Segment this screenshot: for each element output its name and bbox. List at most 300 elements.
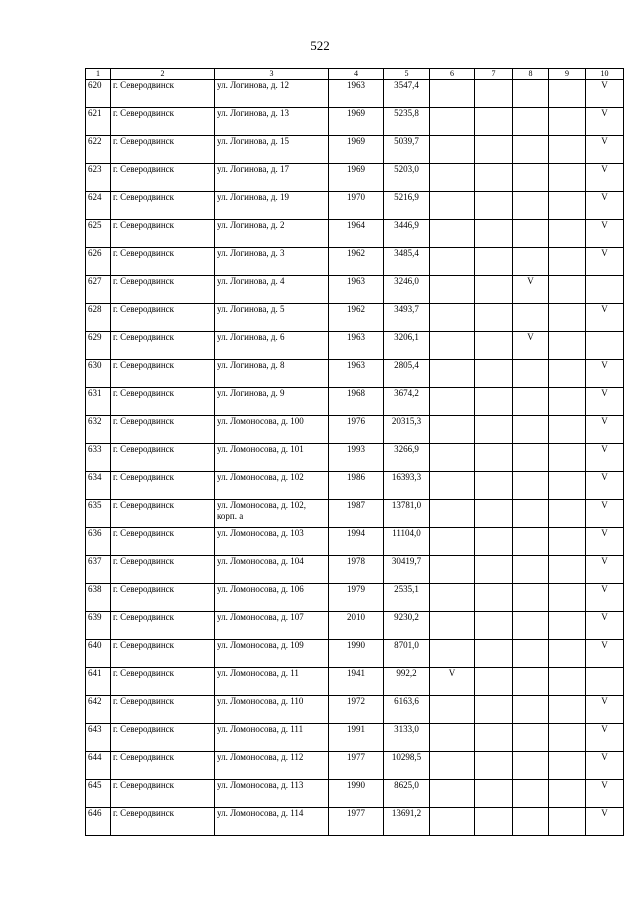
table-row: [86, 332, 624, 360]
mark-cell-9: [549, 360, 586, 388]
mark-cell-9: [549, 80, 586, 108]
address-cell: ул. Ломоносова, д. 104: [215, 556, 329, 584]
row-number: 639: [86, 612, 111, 640]
city-cell: г. Северодвинск: [111, 696, 215, 724]
area-cell: 5216,9: [384, 192, 430, 220]
city-cell: г. Северодвинск: [111, 724, 215, 752]
mark-cell-7: [475, 332, 513, 360]
area-cell: 3266,9: [384, 444, 430, 472]
mark-cell-6: [430, 556, 475, 584]
table-row: [86, 500, 624, 528]
mark-cell-9: [549, 500, 586, 528]
table-row: [86, 640, 624, 668]
mark-cell-9: [549, 780, 586, 808]
row-number: 645: [86, 780, 111, 808]
row-number: 641: [86, 668, 111, 696]
mark-cell-10: V: [586, 192, 624, 220]
address-cell: ул. Логинова, д. 3: [215, 248, 329, 276]
address-cell: ул. Ломоносова, д. 106: [215, 584, 329, 612]
mark-cell-8: V: [513, 332, 549, 360]
mark-cell-8: [513, 668, 549, 696]
table-row: [86, 724, 624, 752]
city-cell: г. Северодвинск: [111, 276, 215, 304]
mark-cell-7: [475, 556, 513, 584]
year-cell: 1979: [329, 584, 384, 612]
row-number: 646: [86, 808, 111, 836]
header-row: [86, 69, 624, 80]
table-row: [86, 80, 624, 108]
mark-cell-6: [430, 192, 475, 220]
city-cell: г. Северодвинск: [111, 752, 215, 780]
mark-cell-10: V: [586, 108, 624, 136]
address-cell: ул. Логинова, д. 6: [215, 332, 329, 360]
mark-cell-8: [513, 752, 549, 780]
table-row: [86, 220, 624, 248]
mark-cell-8: [513, 416, 549, 444]
city-cell: г. Северодвинск: [111, 668, 215, 696]
mark-cell-7: [475, 472, 513, 500]
mark-cell-10: V: [586, 752, 624, 780]
year-cell: 1941: [329, 668, 384, 696]
table-row: [86, 444, 624, 472]
address-cell: ул. Логинова, д. 12: [215, 80, 329, 108]
mark-cell-8: [513, 444, 549, 472]
mark-cell-6: [430, 388, 475, 416]
mark-cell-7: [475, 724, 513, 752]
mark-cell-8: [513, 584, 549, 612]
column-header: 8: [513, 69, 549, 80]
mark-cell-9: [549, 808, 586, 836]
mark-cell-6: [430, 304, 475, 332]
mark-cell-7: [475, 444, 513, 472]
mark-cell-8: [513, 388, 549, 416]
year-cell: 1963: [329, 360, 384, 388]
mark-cell-7: [475, 164, 513, 192]
address-cell: ул. Ломоносова, д. 114: [215, 808, 329, 836]
table-body: [86, 80, 624, 836]
row-number: 624: [86, 192, 111, 220]
area-cell: 13691,2: [384, 808, 430, 836]
year-cell: 1962: [329, 304, 384, 332]
year-cell: 1991: [329, 724, 384, 752]
table-row: [86, 668, 624, 696]
city-cell: г. Северодвинск: [111, 136, 215, 164]
mark-cell-9: [549, 136, 586, 164]
mark-cell-6: [430, 612, 475, 640]
mark-cell-6: [430, 416, 475, 444]
row-number: 644: [86, 752, 111, 780]
row-number: 636: [86, 528, 111, 556]
year-cell: 1978: [329, 556, 384, 584]
column-header: 2: [111, 69, 215, 80]
area-cell: 3246,0: [384, 276, 430, 304]
mark-cell-9: [549, 108, 586, 136]
city-cell: г. Северодвинск: [111, 80, 215, 108]
table-row: [86, 304, 624, 332]
year-cell: 1993: [329, 444, 384, 472]
mark-cell-7: [475, 136, 513, 164]
table-row: [86, 780, 624, 808]
mark-cell-7: [475, 276, 513, 304]
city-cell: г. Северодвинск: [111, 640, 215, 668]
address-cell: ул. Ломоносова, д. 103: [215, 528, 329, 556]
area-cell: 3547,4: [384, 80, 430, 108]
mark-cell-10: [586, 276, 624, 304]
mark-cell-6: [430, 248, 475, 276]
mark-cell-8: [513, 724, 549, 752]
address-cell: ул. Ломоносова, д. 111: [215, 724, 329, 752]
address-cell: ул. Логинова, д. 5: [215, 304, 329, 332]
mark-cell-7: [475, 416, 513, 444]
mark-cell-7: [475, 304, 513, 332]
mark-cell-10: V: [586, 640, 624, 668]
mark-cell-10: [586, 332, 624, 360]
table-row: [86, 752, 624, 780]
year-cell: 1963: [329, 276, 384, 304]
year-cell: 1963: [329, 80, 384, 108]
mark-cell-6: [430, 808, 475, 836]
city-cell: г. Северодвинск: [111, 304, 215, 332]
mark-cell-7: [475, 360, 513, 388]
address-cell: ул. Логинова, д. 19: [215, 192, 329, 220]
mark-cell-9: [549, 164, 586, 192]
column-header: 1: [86, 69, 111, 80]
mark-cell-8: [513, 164, 549, 192]
mark-cell-8: [513, 80, 549, 108]
year-cell: 1969: [329, 108, 384, 136]
mark-cell-7: [475, 584, 513, 612]
row-number: 642: [86, 696, 111, 724]
table-row: [86, 416, 624, 444]
mark-cell-6: [430, 528, 475, 556]
address-cell: ул. Логинова, д. 15: [215, 136, 329, 164]
year-cell: 1963: [329, 332, 384, 360]
area-cell: 5039,7: [384, 136, 430, 164]
year-cell: 1968: [329, 388, 384, 416]
address-cell: ул. Ломоносова, д. 102: [215, 472, 329, 500]
area-cell: 2805,4: [384, 360, 430, 388]
year-cell: 1990: [329, 780, 384, 808]
city-cell: г. Северодвинск: [111, 472, 215, 500]
city-cell: г. Северодвинск: [111, 612, 215, 640]
mark-cell-6: [430, 360, 475, 388]
mark-cell-9: [549, 612, 586, 640]
city-cell: г. Северодвинск: [111, 556, 215, 584]
city-cell: г. Северодвинск: [111, 528, 215, 556]
mark-cell-6: V: [430, 668, 475, 696]
area-cell: 3674,2: [384, 388, 430, 416]
mark-cell-7: [475, 612, 513, 640]
mark-cell-6: [430, 136, 475, 164]
row-number: 625: [86, 220, 111, 248]
city-cell: г. Северодвинск: [111, 584, 215, 612]
year-cell: 1987: [329, 500, 384, 528]
table-row: [86, 192, 624, 220]
mark-cell-8: [513, 360, 549, 388]
mark-cell-8: [513, 696, 549, 724]
address-cell: ул. Логинова, д. 4: [215, 276, 329, 304]
city-cell: г. Северодвинск: [111, 360, 215, 388]
mark-cell-10: V: [586, 500, 624, 528]
mark-cell-8: [513, 556, 549, 584]
mark-cell-6: [430, 472, 475, 500]
row-number: 643: [86, 724, 111, 752]
table-row: [86, 556, 624, 584]
table-row: [86, 276, 624, 304]
column-header: 4: [329, 69, 384, 80]
mark-cell-8: [513, 528, 549, 556]
mark-cell-9: [549, 388, 586, 416]
city-cell: г. Северодвинск: [111, 416, 215, 444]
area-cell: 5235,8: [384, 108, 430, 136]
year-cell: 1994: [329, 528, 384, 556]
city-cell: г. Северодвинск: [111, 332, 215, 360]
mark-cell-10: V: [586, 136, 624, 164]
city-cell: г. Северодвинск: [111, 500, 215, 528]
column-header: 3: [215, 69, 329, 80]
city-cell: г. Северодвинск: [111, 248, 215, 276]
mark-cell-10: V: [586, 304, 624, 332]
year-cell: 1964: [329, 220, 384, 248]
row-number: 635: [86, 500, 111, 528]
mark-cell-7: [475, 696, 513, 724]
mark-cell-9: [549, 752, 586, 780]
city-cell: г. Северодвинск: [111, 444, 215, 472]
mark-cell-10: V: [586, 80, 624, 108]
mark-cell-9: [549, 192, 586, 220]
year-cell: 2010: [329, 612, 384, 640]
year-cell: 1977: [329, 752, 384, 780]
area-cell: 20315,3: [384, 416, 430, 444]
table-row: [86, 360, 624, 388]
mark-cell-6: [430, 500, 475, 528]
row-number: 626: [86, 248, 111, 276]
mark-cell-6: [430, 752, 475, 780]
mark-cell-7: [475, 668, 513, 696]
column-header: 10: [586, 69, 624, 80]
address-cell: ул. Логинова, д. 8: [215, 360, 329, 388]
row-number: 629: [86, 332, 111, 360]
area-cell: 11104,0: [384, 528, 430, 556]
city-cell: г. Северодвинск: [111, 192, 215, 220]
page-number: 522: [310, 38, 330, 53]
area-cell: 5203,0: [384, 164, 430, 192]
row-number: 634: [86, 472, 111, 500]
mark-cell-6: [430, 444, 475, 472]
mark-cell-7: [475, 108, 513, 136]
column-header: 5: [384, 69, 430, 80]
address-cell: ул. Ломоносова, д. 113: [215, 780, 329, 808]
area-cell: 9230,2: [384, 612, 430, 640]
year-cell: 1977: [329, 808, 384, 836]
row-number: 633: [86, 444, 111, 472]
row-number: 637: [86, 556, 111, 584]
area-cell: 8625,0: [384, 780, 430, 808]
mark-cell-10: V: [586, 528, 624, 556]
mark-cell-9: [549, 304, 586, 332]
address-cell: ул. Ломоносова, д. 11: [215, 668, 329, 696]
area-cell: 30419,7: [384, 556, 430, 584]
mark-cell-7: [475, 528, 513, 556]
year-cell: 1976: [329, 416, 384, 444]
mark-cell-6: [430, 696, 475, 724]
mark-cell-6: [430, 108, 475, 136]
city-cell: г. Северодвинск: [111, 220, 215, 248]
mark-cell-10: V: [586, 612, 624, 640]
row-number: 620: [86, 80, 111, 108]
mark-cell-10: V: [586, 388, 624, 416]
address-cell: ул. Ломоносова, д. 102, корп. а: [215, 500, 329, 528]
mark-cell-8: V: [513, 276, 549, 304]
table-row: [86, 472, 624, 500]
city-cell: г. Северодвинск: [111, 164, 215, 192]
mark-cell-7: [475, 500, 513, 528]
year-cell: 1990: [329, 640, 384, 668]
mark-cell-7: [475, 220, 513, 248]
address-cell: ул. Ломоносова, д. 101: [215, 444, 329, 472]
mark-cell-7: [475, 752, 513, 780]
mark-cell-7: [475, 248, 513, 276]
mark-cell-8: [513, 136, 549, 164]
mark-cell-8: [513, 192, 549, 220]
mark-cell-6: [430, 332, 475, 360]
area-cell: 6163,6: [384, 696, 430, 724]
table-row: [86, 136, 624, 164]
area-cell: 16393,3: [384, 472, 430, 500]
table-row: [86, 248, 624, 276]
mark-cell-6: [430, 276, 475, 304]
year-cell: 1962: [329, 248, 384, 276]
mark-cell-9: [549, 248, 586, 276]
mark-cell-8: [513, 220, 549, 248]
mark-cell-6: [430, 780, 475, 808]
row-number: 638: [86, 584, 111, 612]
mark-cell-9: [549, 332, 586, 360]
row-number: 622: [86, 136, 111, 164]
address-cell: ул. Ломоносова, д. 100: [215, 416, 329, 444]
mark-cell-9: [549, 416, 586, 444]
row-number: 630: [86, 360, 111, 388]
year-cell: 1972: [329, 696, 384, 724]
mark-cell-10: V: [586, 696, 624, 724]
mark-cell-9: [549, 444, 586, 472]
address-cell: ул. Логинова, д. 17: [215, 164, 329, 192]
mark-cell-8: [513, 108, 549, 136]
mark-cell-7: [475, 192, 513, 220]
year-cell: 1970: [329, 192, 384, 220]
table-row: [86, 808, 624, 836]
column-header: 6: [430, 69, 475, 80]
mark-cell-8: [513, 248, 549, 276]
table-row: [86, 388, 624, 416]
mark-cell-9: [549, 640, 586, 668]
mark-cell-10: V: [586, 584, 624, 612]
row-number: 623: [86, 164, 111, 192]
mark-cell-9: [549, 696, 586, 724]
column-header: 9: [549, 69, 586, 80]
area-cell: 3446,9: [384, 220, 430, 248]
area-cell: 8701,0: [384, 640, 430, 668]
city-cell: г. Северодвинск: [111, 388, 215, 416]
address-cell: ул. Ломоносова, д. 109: [215, 640, 329, 668]
area-cell: 3206,1: [384, 332, 430, 360]
mark-cell-10: V: [586, 220, 624, 248]
address-cell: ул. Логинова, д. 2: [215, 220, 329, 248]
mark-cell-7: [475, 640, 513, 668]
mark-cell-7: [475, 808, 513, 836]
address-cell: ул. Логинова, д. 13: [215, 108, 329, 136]
row-number: 627: [86, 276, 111, 304]
mark-cell-10: V: [586, 360, 624, 388]
mark-cell-9: [549, 556, 586, 584]
mark-cell-6: [430, 80, 475, 108]
mark-cell-6: [430, 724, 475, 752]
mark-cell-10: V: [586, 808, 624, 836]
year-cell: 1969: [329, 164, 384, 192]
table-row: [86, 528, 624, 556]
area-cell: 992,2: [384, 668, 430, 696]
column-header: 7: [475, 69, 513, 80]
mark-cell-6: [430, 220, 475, 248]
area-cell: 3133,0: [384, 724, 430, 752]
mark-cell-9: [549, 724, 586, 752]
mark-cell-10: V: [586, 248, 624, 276]
area-cell: 3485,4: [384, 248, 430, 276]
mark-cell-9: [549, 472, 586, 500]
registry-table: [85, 68, 624, 836]
mark-cell-8: [513, 612, 549, 640]
mark-cell-6: [430, 584, 475, 612]
year-cell: 1986: [329, 472, 384, 500]
area-cell: 3493,7: [384, 304, 430, 332]
address-cell: ул. Ломоносова, д. 110: [215, 696, 329, 724]
mark-cell-8: [513, 808, 549, 836]
table-row: [86, 612, 624, 640]
area-cell: 10298,5: [384, 752, 430, 780]
mark-cell-10: V: [586, 444, 624, 472]
mark-cell-9: [549, 668, 586, 696]
mark-cell-9: [549, 584, 586, 612]
mark-cell-7: [475, 388, 513, 416]
city-cell: г. Северодвинск: [111, 780, 215, 808]
mark-cell-7: [475, 780, 513, 808]
row-number: 628: [86, 304, 111, 332]
address-cell: ул. Логинова, д. 9: [215, 388, 329, 416]
row-number: 632: [86, 416, 111, 444]
mark-cell-9: [549, 528, 586, 556]
mark-cell-7: [475, 80, 513, 108]
city-cell: г. Северодвинск: [111, 108, 215, 136]
mark-cell-10: V: [586, 472, 624, 500]
table-row: [86, 164, 624, 192]
mark-cell-10: V: [586, 164, 624, 192]
mark-cell-10: V: [586, 724, 624, 752]
row-number: 631: [86, 388, 111, 416]
mark-cell-8: [513, 780, 549, 808]
row-number: 621: [86, 108, 111, 136]
table-row: [86, 696, 624, 724]
area-cell: 13781,0: [384, 500, 430, 528]
mark-cell-9: [549, 220, 586, 248]
table-row: [86, 584, 624, 612]
mark-cell-10: [586, 668, 624, 696]
table-row: [86, 108, 624, 136]
mark-cell-10: V: [586, 556, 624, 584]
area-cell: 2535,1: [384, 584, 430, 612]
row-number: 640: [86, 640, 111, 668]
mark-cell-6: [430, 640, 475, 668]
address-cell: ул. Ломоносова, д. 107: [215, 612, 329, 640]
